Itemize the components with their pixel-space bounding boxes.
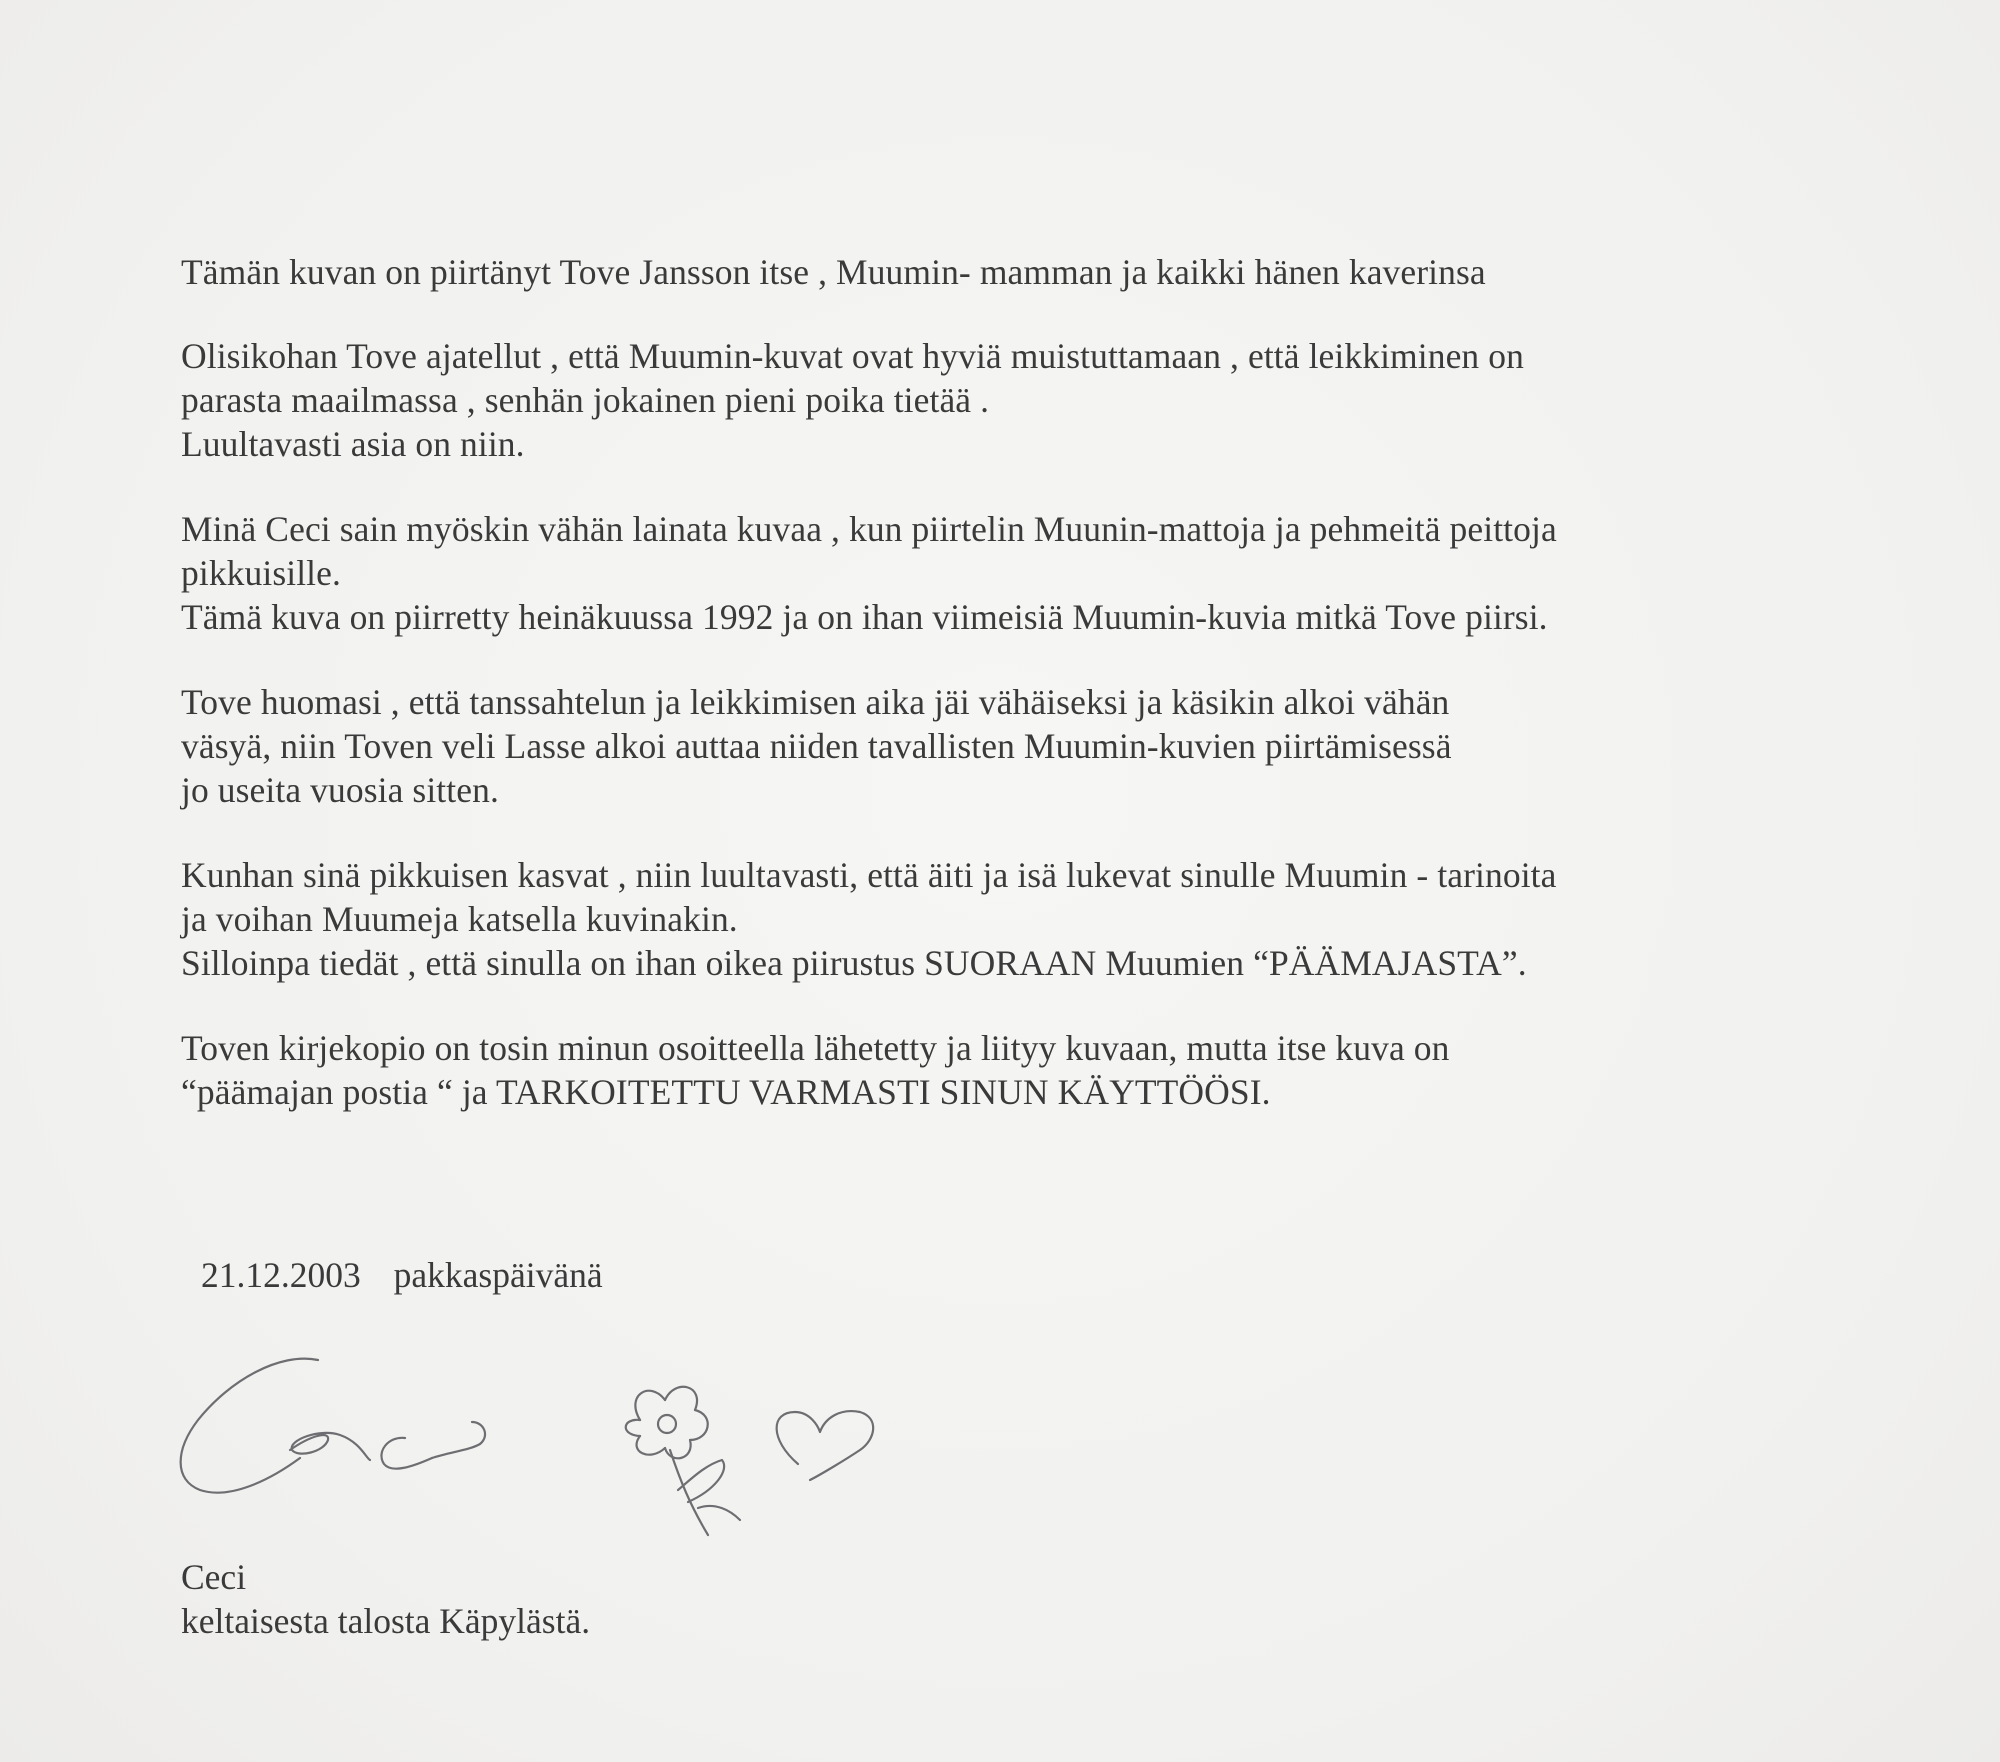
closing-block xyxy=(181,1555,590,1643)
closing-location: keltaisesta talosta Käpylästä. xyxy=(181,1601,591,1641)
text-line: ja voihan Muumeja katsella kuvinakin. xyxy=(181,899,738,939)
text-line: Toven kirjekopio on tosin minun osoitteella lähetetty ja liityy kuvaan, mutta itse kuva on xyxy=(181,1028,1450,1068)
signature-stroke-c xyxy=(181,1359,318,1493)
paragraph-4 xyxy=(181,680,1881,812)
signature-stroke-i xyxy=(432,1422,485,1458)
heart-doodle-icon xyxy=(777,1411,874,1480)
date-note: pakkaspäivänä xyxy=(393,1255,603,1295)
closing-name: Ceci xyxy=(181,1557,247,1597)
text-line: “päämajan postia “ ja TARKOITETTU VARMASTI SINUN KÄYTTÖÖSI. xyxy=(181,1072,1271,1112)
text-line: Silloinpa tiedät , että sinulla on ihan oikea piirustus SUORAAN Muumien “PÄÄMAJASTA”. xyxy=(181,943,1527,983)
paragraph-6 xyxy=(181,1026,1881,1114)
text-line: parasta maailmassa , senhän jokainen pieni poika tietää . xyxy=(181,380,990,420)
text-line: Luultavasti asia on niin. xyxy=(181,424,525,464)
letter-body xyxy=(181,250,1881,1114)
paragraph-5 xyxy=(181,853,1881,985)
signature-stroke-e xyxy=(290,1433,370,1460)
paragraph-3 xyxy=(181,507,1881,639)
text-line: Tove huomasi , että tanssahtelun ja leikkimisen aika jäi vähäiseksi ja käsikin alkoi vähän xyxy=(181,682,1450,722)
paragraph-2 xyxy=(181,334,1881,466)
text-line: Minä Ceci sain myöskin vähän lainata kuvaa , kun piirtelin Muunin-mattoja ja pehmeitä peittoja xyxy=(181,509,1557,549)
text-line: jo useita vuosia sitten. xyxy=(181,770,499,810)
text-line: pikkuisille. xyxy=(181,553,341,593)
text-line: väsyä, niin Toven veli Lasse alkoi auttaa niiden tavallisten Muumin-kuvien piirtämisessä xyxy=(181,726,1452,766)
handwritten-signature xyxy=(170,1340,930,1550)
text-line: Olisikohan Tove ajatellut , että Muumin-kuvat ovat hyviä muistuttamaan , että leikkiminen on xyxy=(181,336,1524,376)
text-line: Tämä kuva on piirretty heinäkuussa 1992 ja on ihan viimeisiä Muumin-kuvia mitkä Tove piirsi. xyxy=(181,597,1548,637)
signature-stroke-c2 xyxy=(381,1438,432,1469)
flower-doodle-icon xyxy=(626,1387,740,1535)
date-value: 21.12.2003 xyxy=(201,1255,361,1295)
paragraph-1 xyxy=(181,250,1881,294)
date-line xyxy=(201,1253,603,1297)
text-line: Kunhan sinä pikkuisen kasvat , niin luultavasti, että äiti ja isä lukevat sinulle Muumin - tarinoita xyxy=(181,855,1557,895)
text-line: Tämän kuvan on piirtänyt Tove Jansson itse , Muumin- mamman ja kaikki hänen kaverinsa xyxy=(181,252,1486,292)
